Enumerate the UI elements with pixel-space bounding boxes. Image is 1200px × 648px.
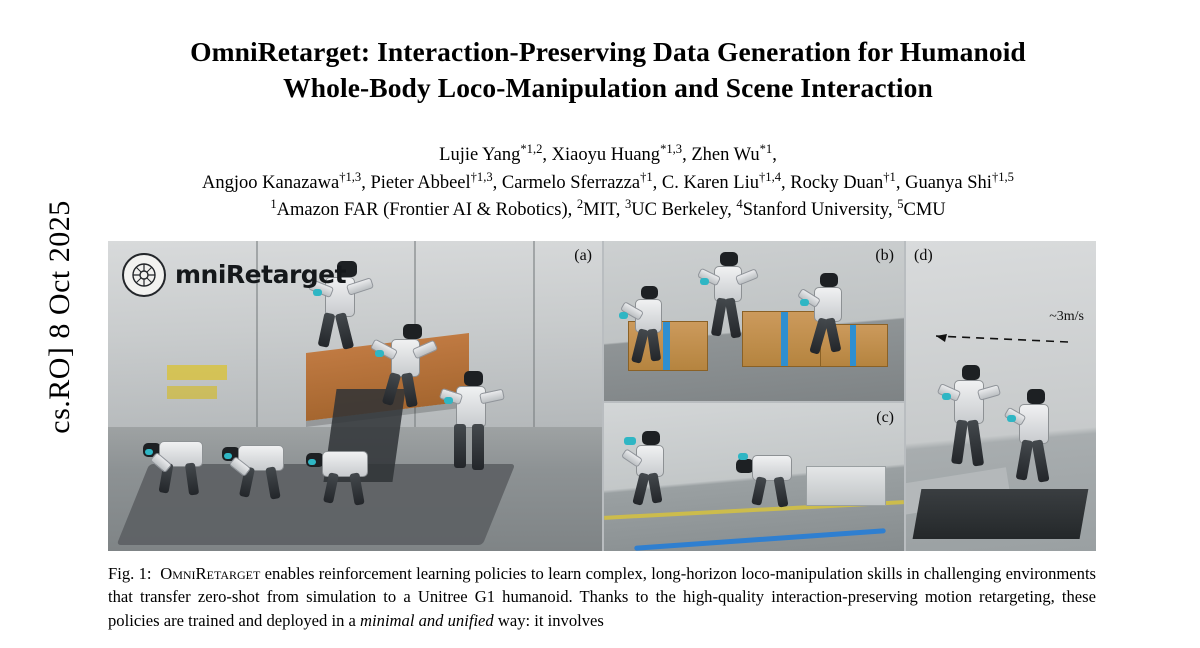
figure-panel-c — [604, 403, 904, 551]
panel-label-a: (a) — [574, 246, 592, 264]
figure-1 — [108, 241, 1096, 551]
panel-label-c: (c) — [876, 408, 894, 426]
panel-label-b: (b) — [875, 246, 894, 264]
figure-caption — [108, 562, 1096, 633]
author-line-2: Angjoo Kanazawa$^{\dagger 1,3}$, Pieter Abbeel$^{\dagger 1,3}$, Carmelo Sferrazza$^{\dagger 1}$, C. Karen Liu$^{\dagger 1,4}$, Rocky Duan$^{\dagger 1}$, Guanya Shi$^{\dagger 1,5}$ — [202, 169, 1014, 193]
wall-seam — [533, 241, 535, 433]
robot-figure — [622, 429, 702, 529]
robot-figure — [1005, 389, 1085, 519]
title-line-2: Whole-Body Loco-Manipulation and Scene Interaction — [283, 72, 933, 104]
robot-figure — [796, 269, 876, 381]
logo-text: mniRetarget — [175, 260, 347, 290]
omniretarget-logo — [122, 253, 346, 297]
figure-panel-d — [906, 241, 1096, 551]
robot-figure — [736, 441, 826, 536]
robot-figure — [694, 250, 774, 365]
author-block — [108, 141, 1108, 225]
figure-panel-b — [604, 241, 904, 401]
title-line-1: OmniRetarget: Interaction-Preserving Data Generation for Humanoid — [190, 36, 1026, 67]
yellow-barrier — [167, 386, 216, 398]
caption-text-2: way: it involves — [493, 610, 604, 630]
author-line-1: Lujie Yang$^{*1,2}$, Xiaoyu Huang$^{*1,3}$, Zhen Wu$^{*1}$, — [439, 141, 777, 165]
arxiv-spine — [0, 0, 108, 648]
panel-label-d: (d) — [914, 246, 933, 264]
paper-page — [108, 0, 1108, 648]
figure-panel-a — [108, 241, 602, 551]
caption-emphasis: minimal and unified — [360, 610, 494, 630]
arxiv-spine-text: cs.RO] 8 Oct 2025 — [43, 200, 76, 434]
figure-middle-column — [604, 241, 904, 551]
speed-annotation: ~3m/s — [1049, 308, 1084, 324]
robot-figure — [434, 371, 514, 501]
robot-figure — [619, 276, 699, 386]
speed-arrow-icon — [920, 333, 1070, 347]
yellow-barrier — [167, 365, 226, 381]
robot-figure — [306, 439, 416, 529]
box-tape — [781, 312, 788, 366]
caption-text-1: enables reinforcement learning policies to learn complex, long-horizon loco-manipulation skills in challenging environments that transfer zero-shot from simulation to a Unitree G1 humanoid. Thanks to the high-quality interaction-preserving motion retargeting, these policies are trained and deployed in a — [108, 563, 1097, 630]
logo-mark-icon — [122, 253, 166, 297]
affiliation-line: $^1$Amazon FAR (Frontier AI & Robotics), $^2$MIT, $^3$UC Berkeley, $^4$Stanford University, $^5$CMU — [270, 196, 946, 220]
page-title — [108, 34, 1108, 107]
caption-system-name: OmniRetarget — [160, 563, 261, 583]
caption-label: Fig. 1: — [108, 563, 152, 583]
